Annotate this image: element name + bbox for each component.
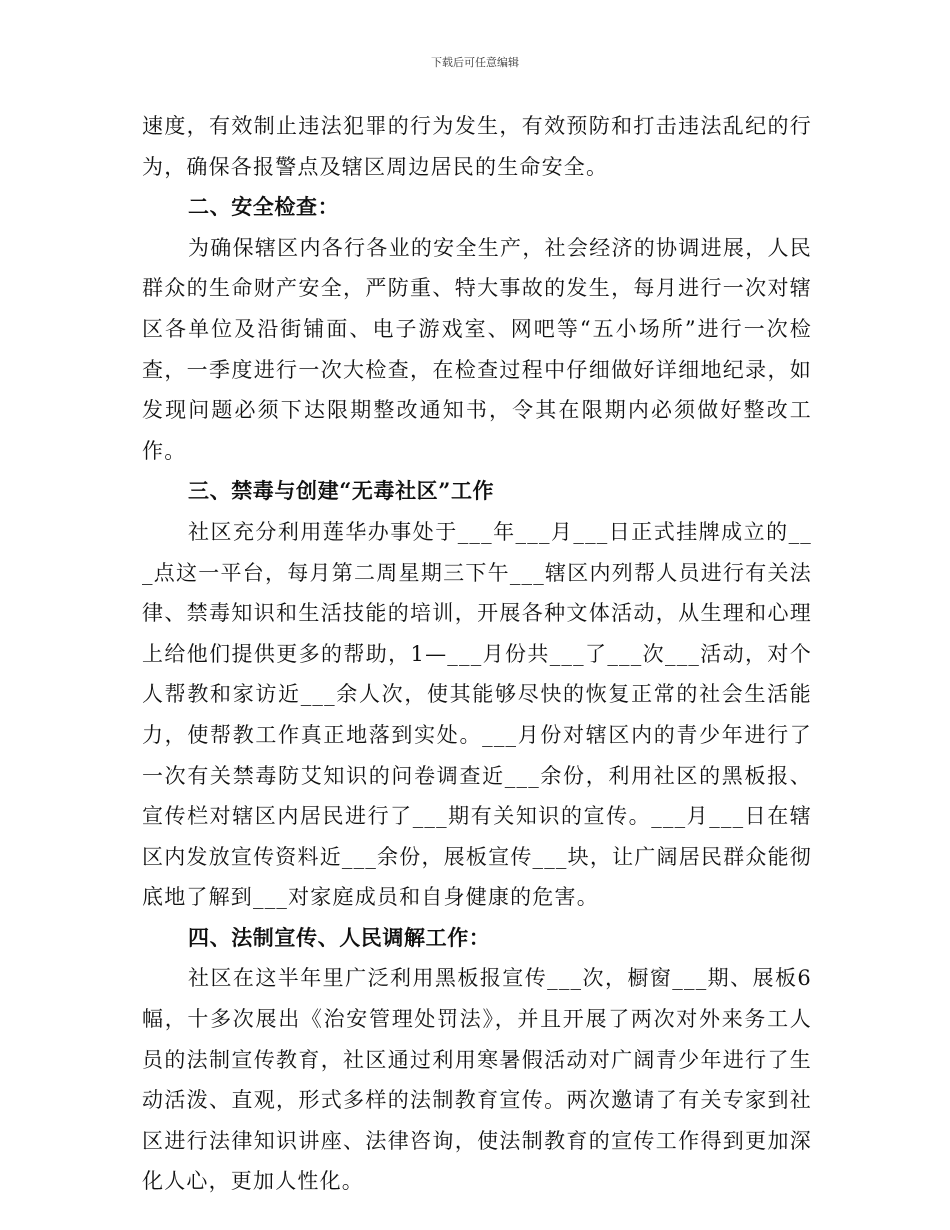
paragraph-drug-free-community: 社区充分利用莲华办事处于___年___月___日正式挂牌成立的___点这一平台，每月第二周星期三下午___辖区内列帮人员进行有关法律、禁毒知识和生活技能的培训，开展各种文体活动，从生理和心理上给他们提供更多的帮助，1—___月份共___了___次___活动，对个人帮教和家访近___余人次，使其能够尽快的恢复正常的社会生活能力，使帮教工作真正地落到实处。___月份对辖区内的青少年进行了一次有关禁毒防艾知识的问卷调查近___余份，利用社区的黑板报、宣传栏对辖区内居民进行了___期有关知识的宣传。___月___日在辖区内发放宣传资料近___余份，展板宣传___块，让广阔居民群众能彻底地了解到___对家庭成员和自身健康的危害。 <box>142 519 812 910</box>
section-heading-legal-publicity: 四、法制宣传、人民调解工作： <box>188 924 491 950</box>
page-header: 下载后可任意编辑 <box>431 56 519 69</box>
section-heading-drug-free-community: 三、禁毒与创建“无毒社区”工作 <box>188 478 495 504</box>
paragraph-continuation: 速度，有效制止违法犯罪的行为发生，有效预防和打击违法乱纪的行为，确保各报警点及辖区周边居民的生命安全。 <box>142 114 812 179</box>
document-body <box>142 106 812 1202</box>
section-heading-safety-inspection: 二、安全检查： <box>188 194 340 220</box>
paragraph-legal-publicity: 社区在这半年里广泛利用黑板报宣传___次，橱窗___期、展板6幅，十多次展出《治安管理处罚法》，并且开展了两次对外来务工人员的法制宣传教育，社区通过利用寒暑假活动对广阔青少年进行了生动活泼、直观，形式多样的法制教育宣传。两次邀请了有关专家到社区进行法律知识讲座、法律咨询，使法制教育的宣传工作得到更加深化人心，更加人性化。 <box>142 966 812 1194</box>
paragraph-safety-inspection: 为确保辖区内各行各业的安全生产，社会经济的协调进展，人民群众的生命财产安全，严防重、特大事故的发生，每月进行一次对辖区各单位及沿街铺面、电子游戏室、网吧等“五小场所”进行一次检查，一季度进行一次大检查，在检查过程中仔细做好详细地纪录，如发现问题必须下达限期整改通知书，令其在限期内必须做好整改工作。 <box>142 235 812 463</box>
